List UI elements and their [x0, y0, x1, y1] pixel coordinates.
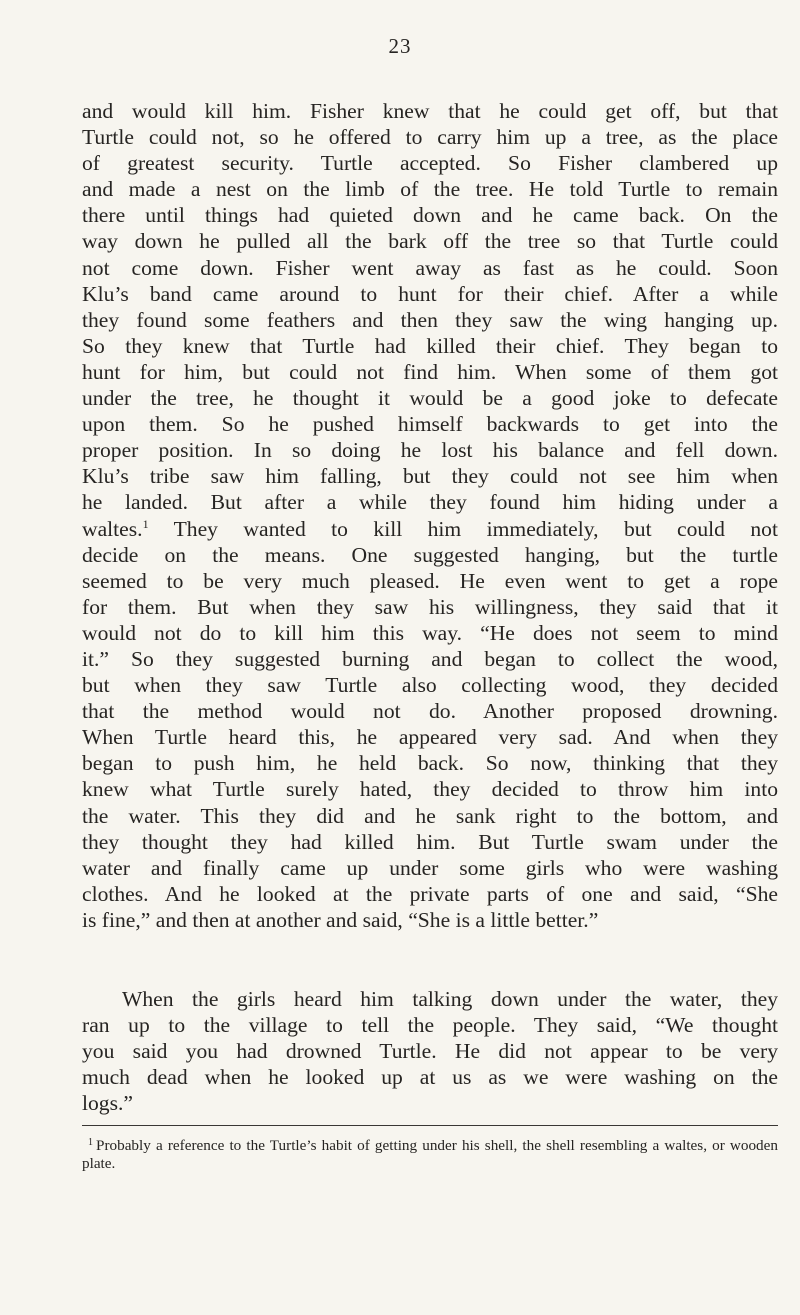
text-line — [82, 516, 778, 542]
page-number: 23 — [388, 34, 412, 58]
text-line: not come down. Fisher went away as fast as he could. Soon — [82, 255, 778, 280]
text-fragment: waltes. — [82, 516, 143, 541]
text-line: knew what Turtle surely hated, they decided to throw him into — [82, 777, 778, 802]
paragraph-2 — [82, 986, 778, 1116]
text-line: there until things had quieted down and he came back. On the — [82, 203, 778, 228]
footnote-text: Probably a reference to the Turtle’s habit of getting under his shell, the shell resembling a waltes, or wooden plate. — [82, 1137, 778, 1172]
text-line: it.” So they suggested burning and began to collect the wood, — [82, 646, 778, 671]
text-line: under the tree, he thought it would be a good joke to defecate — [82, 386, 778, 411]
text-line: upon them. So he pushed himself backwards to get into the — [82, 412, 778, 437]
text-line: Klu’s tribe saw him falling, but they could not see him when — [82, 464, 778, 489]
text-line: is fine,” and then at another and said, “She is a little better.” — [82, 907, 599, 932]
text-line: that the method would not do. Another proposed drowning. — [82, 699, 778, 724]
text-line: ran up to the village to tell the people. They said, “We thought — [82, 1013, 778, 1038]
text-line: way down he pulled all the bark off the tree so that Turtle could — [82, 229, 778, 254]
text-line: began to push him, he held back. So now, thinking that they — [82, 751, 778, 776]
text-line: and made a nest on the limb of the tree. He told Turtle to remain — [82, 177, 778, 202]
text-line: clothes. And he looked at the private parts of one and said, “She — [82, 881, 778, 906]
text-line: seemed to be very much pleased. He even went to get a rope — [82, 568, 778, 593]
footnote-marker: 1 — [88, 1137, 93, 1148]
text-line: decide on the means. One suggested hanging, but the turtle — [82, 542, 778, 567]
text-line: for them. But when they saw his willingness, they said that it — [82, 594, 778, 619]
text-line: Klu’s band came around to hunt for their chief. After a while — [82, 281, 778, 306]
text-line: When the girls heard him talking down under the water, they — [122, 987, 778, 1011]
text-line: they found some feathers and then they saw the wing hanging up. — [82, 307, 778, 332]
text-line: you said you had drowned Turtle. He did not appear to be very — [82, 1039, 778, 1064]
text-line: proper position. In so doing he lost his balance and fell down. — [82, 438, 778, 463]
text-line: So they knew that Turtle had killed their chief. They began to — [82, 333, 778, 358]
text-line: hunt for him, but could not find him. When some of them got — [82, 359, 778, 384]
text-line: Turtle could not, so he offered to carry him up a tree, as the place — [82, 125, 778, 150]
text-line: much dead when he looked up at us as we were washing on the — [82, 1065, 778, 1090]
text-line: of greatest security. Turtle accepted. So Fisher clambered up — [82, 151, 778, 176]
text-line: the water. This they did and he sank right to the bottom, and — [82, 803, 778, 828]
text-line: he landed. But after a while they found him hiding under a — [82, 490, 778, 515]
footnote-divider — [82, 1125, 778, 1126]
footnote-reference: 1 — [142, 516, 149, 531]
paragraph-1 — [82, 98, 778, 933]
text-line: but when they saw Turtle also collecting wood, they decided — [82, 673, 778, 698]
text-line: logs.” — [82, 1091, 133, 1116]
text-line: and would kill him. Fisher knew that he could get off, but that — [82, 99, 778, 123]
text-line: they thought they had killed him. But Turtle swam under the — [82, 829, 778, 854]
text-line: When Turtle heard this, he appeared very sad. And when they — [82, 725, 778, 750]
footnote — [82, 1137, 778, 1173]
text-line: water and finally came up under some girls who were washing — [82, 855, 778, 880]
text-line: would not do to kill him this way. “He does not seem to mind — [82, 620, 778, 645]
text-fragment: They wanted to kill him immediately, but could not — [173, 516, 778, 541]
